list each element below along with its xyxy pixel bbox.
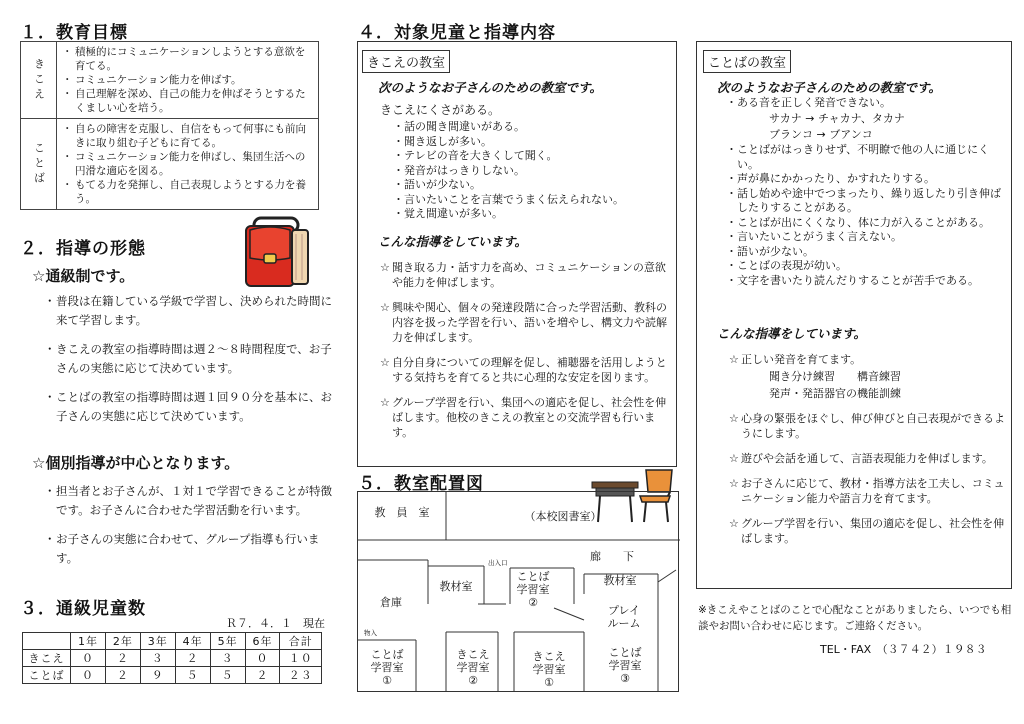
table-cell: ２	[245, 667, 280, 684]
form-item: ・ 普段は在籍している学級で学習し、決められた時間に来て学習します。	[44, 292, 334, 330]
list-item: ・ 聞き返しが多い。	[394, 135, 674, 150]
room-kikoe-2: きこえ 学習室 ②	[456, 648, 490, 687]
kikoe-box	[357, 41, 677, 467]
method-item: ☆ お子さんに応じて、教材・指導方法を工夫し、コミュニケーション能力や語言力を育てます。	[729, 476, 1007, 506]
form-item: ・ ことばの教室の指導時間は週１回９０分を基本に、お子さんの実態に応じて決めています。	[44, 388, 334, 426]
kobetsu-list	[44, 482, 334, 568]
method-item: ☆ グループ学習を行い、集団の適応を促し、社会性を伸ばします。	[729, 516, 1007, 546]
kikoe-methods	[380, 260, 672, 440]
table-cell: きこえ	[23, 650, 71, 667]
room-playroom: プレイ ルーム	[607, 604, 641, 630]
table-header: 6年	[245, 633, 280, 650]
method-item: ☆ 心身の緊張をほぐし、伸び伸びと自己表現ができるようにします。	[729, 411, 1007, 441]
list-item: ・ ことばがはっきりせず、不明瞭で他の人に通じにくい。	[727, 143, 1003, 172]
form-item: ・ きこえの教室の指導時間は週２～８時間程度で、お子さんの実態に応じて決めています。	[44, 340, 334, 378]
table-cell: ２	[105, 650, 140, 667]
table-header: 3年	[140, 633, 175, 650]
list-item: ・ 話し始めや途中でつまったり、繰り返したり引き伸ばしたりすることがある。	[727, 187, 1003, 216]
map-inlet: 物入	[364, 629, 377, 637]
kikoe-lead: きこえにくさがある。	[380, 103, 501, 117]
room-kotoba-2: ことば 学習室 ②	[516, 570, 550, 609]
goal-item: ・ 自らの障害を克服し、自信をもって何事にも前向きに取り組む子どもに育てる。	[67, 122, 312, 150]
table-header: 合計	[280, 633, 322, 650]
table-cell: ０	[71, 650, 106, 667]
table-cell: ３	[140, 650, 175, 667]
table-cell: ことば	[23, 667, 71, 684]
room-kikoe-1: きこえ 学習室 ①	[532, 650, 566, 689]
tsukyu-title: ☆通級制です。	[32, 267, 135, 285]
list-item: ・ 言いたいことがうまく言えない。	[727, 230, 1003, 245]
table-cell: ０	[71, 667, 106, 684]
form-item: ・ お子さんの実態に合わせて、グループ指導も行います。	[44, 530, 334, 568]
table-cell: ９	[140, 667, 175, 684]
goal-item: ・ 自己理解を深め、自己の能力を伸ばそうとするたくましい心を培う。	[67, 87, 312, 115]
goal-list-kotoba	[57, 119, 318, 209]
method-item: ☆ 自分自身についての理解を促し、補聴器を活用しようとする気持ちを育てると共に心理的な安定を図ります。	[380, 355, 672, 385]
kikoe-label: きこえの教室	[362, 50, 450, 73]
room-materials-2: 教材室	[603, 574, 637, 587]
table-cell: ５	[175, 667, 210, 684]
table-row	[23, 667, 322, 684]
list-item: ・ 発音がはっきりしない。	[394, 164, 674, 179]
goal-row-kikoe	[21, 42, 318, 119]
goal-item: ・ コミュニケーション能力を伸ばし、集団生活への円滑な適応を図る。	[67, 150, 312, 178]
goal-item: ・ コミュニケーション能力を伸ばす。	[67, 73, 312, 87]
table-header: 2年	[105, 633, 140, 650]
room-materials-1: 教材室	[439, 580, 473, 593]
goal-list-kikoe	[57, 42, 318, 118]
list-item: ・ 言いたいことを言葉でうまく伝えられない。	[394, 193, 674, 208]
goal-item: ・ 積極的にコミュニケーションしようとする意欲を育てる。	[67, 45, 312, 73]
kotoba-label: ことばの教室	[703, 50, 791, 73]
table-cell: ２	[175, 650, 210, 667]
method-item: ☆ 聞き取る力・話す力を高め、コミュニケーションの意欲や能力を伸ばします。	[380, 260, 672, 290]
list-item: ・ 語いが少ない。	[394, 178, 674, 193]
kotoba-methods	[729, 352, 1007, 546]
list-item: ・ 語いが少ない。	[727, 245, 1003, 260]
layout-title: ５．教室配置図	[358, 474, 484, 494]
table-row	[23, 650, 322, 667]
table-header: 5年	[210, 633, 245, 650]
target-title: ４．対象児童と指導内容	[358, 23, 556, 43]
classroom-map	[357, 491, 679, 692]
kotoba-list-2	[727, 143, 1003, 288]
room-staff: 教 員 室	[374, 506, 430, 519]
table-cell: ０	[245, 650, 280, 667]
list-item: ・ 覚え間違いが多い。	[394, 207, 674, 222]
kotoba-box	[696, 41, 1012, 589]
goal-label-kikoe: きこえ	[32, 57, 46, 103]
goal-label-kotoba: ことば	[32, 141, 46, 187]
method-item: ☆ グループ学習を行い、集団への適応を促し、社会性を伸ばします。他校のきこえの教室との交流学習も行います。	[380, 395, 672, 440]
kotoba-head: 次のようなお子さんのための教室です。	[717, 80, 942, 95]
method-item: ☆ 遊びや会話を通して、言語表現能力を伸ばします。	[729, 451, 1007, 466]
table-cell: １０	[280, 650, 322, 667]
list-item: ・ テレビの音を大きくして聞く。	[394, 149, 674, 164]
form-title: ２．指導の形態	[20, 239, 146, 259]
tsukyu-list	[44, 292, 334, 426]
goal-row-kotoba	[21, 119, 318, 209]
table-row	[23, 633, 322, 650]
kikoe-list	[394, 120, 674, 222]
room-storage: 倉庫	[380, 596, 402, 609]
room-kotoba-3: ことば 学習室 ③	[608, 646, 642, 685]
method-detail: 聞き分け練習 構音練習	[769, 370, 901, 383]
kobetsu-title: ☆個別指導が中心となります。	[32, 454, 240, 472]
list-item: ・ 話の聞き間違いがある。	[394, 120, 674, 135]
kotoba-method-head: こんな指導をしています。	[717, 326, 867, 341]
kotoba-example-1: サカナ → チャカナ、タカナ	[769, 112, 905, 125]
method-detail: 発声・発語器官の機能訓練	[769, 387, 901, 400]
list-item: ・ ことばの表現が幼い。	[727, 259, 1003, 274]
room-kotoba-1: ことば 学習室 ①	[370, 648, 404, 687]
kotoba-example-2: ブランコ → ブアンコ	[769, 128, 873, 141]
map-entrance: 出入口	[488, 559, 508, 567]
randoseru-icon	[236, 214, 316, 290]
count-date: Ｒ７．４．１ 現在	[226, 617, 325, 630]
count-title: ３．通級児童数	[20, 599, 146, 619]
table-cell: ２	[105, 667, 140, 684]
list-item: ・ ことばが出にくくなり、体に力が入ることがある。	[727, 216, 1003, 231]
list-item: ・ 文字を書いたり読んだりすることが苦手である。	[727, 274, 1003, 289]
form-item: ・ 担当者とお子さんが、１対１で学習できることが特徴です。お子さんに合わせた学習活動を行います。	[44, 482, 334, 520]
table-header: 4年	[175, 633, 210, 650]
goal-item: ・ もてる力を発揮し、自己表現しようとする力を養う。	[67, 178, 312, 206]
contact-tel: TEL・FAX （３７４２）１９８３	[820, 643, 987, 656]
list-item: ・ 声が鼻にかかったり、かすれたりする。	[727, 172, 1003, 187]
count-table	[22, 632, 322, 684]
kikoe-method-head: こんな指導をしています。	[378, 234, 528, 249]
goals-table	[20, 41, 319, 210]
table-cell: ２３	[280, 667, 322, 684]
contact-note: ※きこえやことばのことで心配なことがありましたら、いつでも相談やお問い合わせに応じます。ご連絡ください。	[698, 604, 1012, 632]
table-cell: ５	[210, 667, 245, 684]
kotoba-list	[727, 96, 1003, 111]
kikoe-head: 次のようなお子さんのための教室です。	[378, 80, 603, 95]
room-library: （本校図書室）	[524, 510, 602, 523]
goals-title: １．教育目標	[20, 23, 128, 43]
list-item: ・ ある音を正しく発音できない。	[727, 96, 1003, 111]
map-corridor: 廊 下	[590, 550, 634, 563]
table-cell: ３	[210, 650, 245, 667]
table-header: 1年	[71, 633, 106, 650]
method-item: ☆ 興味や関心、個々の発達段階に合った学習活動、教科の内容を扱った学習を行い、語いを増やし、構文力や読解力を伸ばします。	[380, 300, 672, 345]
method-item: ☆ 正しい発音を育てます。	[729, 352, 1007, 367]
